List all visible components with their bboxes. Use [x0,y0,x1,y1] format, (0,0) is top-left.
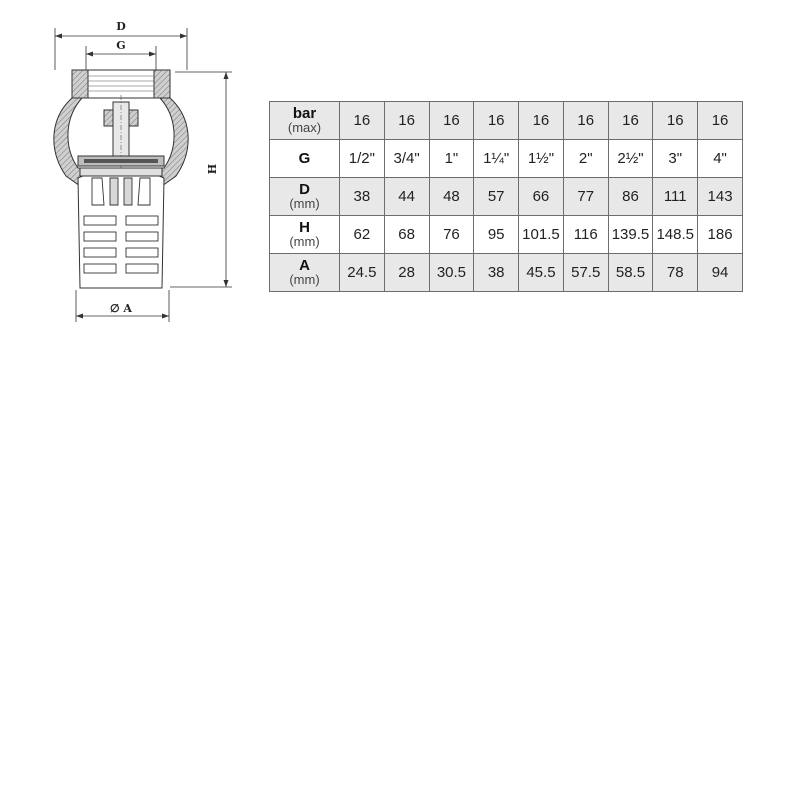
table-cell: 68 [384,216,429,254]
table-cell: 111 [653,178,698,216]
table-cell: 24.5 [340,254,385,292]
param-unit: (mm) [289,195,320,211]
table-cell: 143 [698,178,743,216]
table-cell: 16 [698,102,743,140]
foot-valve-drawing [40,10,240,330]
param-header [270,216,340,254]
param-name: D [299,180,310,198]
table-cell: 30.5 [429,254,474,292]
table-cell: 45.5 [519,254,564,292]
table-cell: 66 [519,178,564,216]
table-cell: 16 [429,102,474,140]
table-cell: 1/2" [340,140,385,178]
dim-label-d: D [116,20,126,33]
param-unit: (mm) [289,271,320,287]
dimension-h [170,72,232,287]
param-name: bar [292,104,317,122]
dimension-a [76,290,169,322]
spec-table [269,101,743,292]
table-row [270,216,743,254]
table-cell: 38 [474,254,519,292]
table-cell: 86 [608,178,653,216]
table-cell: 57 [474,178,519,216]
table-cell: 78 [653,254,698,292]
table-cell: 139.5 [608,216,653,254]
table-cell: 28 [384,254,429,292]
param-name: A [299,256,310,274]
table-cell: 16 [474,102,519,140]
dim-label-h: H [206,163,219,175]
table-cell: 3" [653,140,698,178]
table-cell: 62 [340,216,385,254]
table-row [270,254,743,292]
param-header [270,102,340,140]
table-cell: 186 [698,216,743,254]
table-cell: 95 [474,216,519,254]
table-cell: 16 [653,102,698,140]
table-cell: 16 [563,102,608,140]
table-row [270,140,743,178]
table-cell: 16 [519,102,564,140]
table-cell: 38 [340,178,385,216]
table-cell: 2½" [608,140,653,178]
table-cell: 58.5 [608,254,653,292]
param-unit: (max) [287,119,322,135]
table-cell: 76 [429,216,474,254]
spec-table-body [270,102,743,292]
table-cell: 16 [608,102,653,140]
table-cell: 48 [429,178,474,216]
param-name: G [298,149,311,167]
table-cell: 16 [384,102,429,140]
table-cell: 1¼" [474,140,519,178]
param-unit: (mm) [289,233,320,249]
table-cell: 1" [429,140,474,178]
table-row [270,102,743,140]
table-cell: 3/4" [384,140,429,178]
dimension-g [86,39,156,72]
table-cell: 101.5 [519,216,564,254]
table-cell: 57.5 [563,254,608,292]
param-header [270,140,340,178]
dim-label-g: G [116,39,126,52]
table-cell: 4" [698,140,743,178]
table-cell: 2" [563,140,608,178]
table-row [270,178,743,216]
table-cell: 94 [698,254,743,292]
param-header [270,254,340,292]
valve-body [54,70,188,288]
table-cell: 1½" [519,140,564,178]
table-cell: 116 [563,216,608,254]
table-cell: 148.5 [653,216,698,254]
table-cell: 16 [340,102,385,140]
param-header [270,178,340,216]
table-cell: 44 [384,178,429,216]
dim-label-a: ∅ A [110,302,132,315]
param-name: H [299,218,310,236]
table-cell: 77 [563,178,608,216]
